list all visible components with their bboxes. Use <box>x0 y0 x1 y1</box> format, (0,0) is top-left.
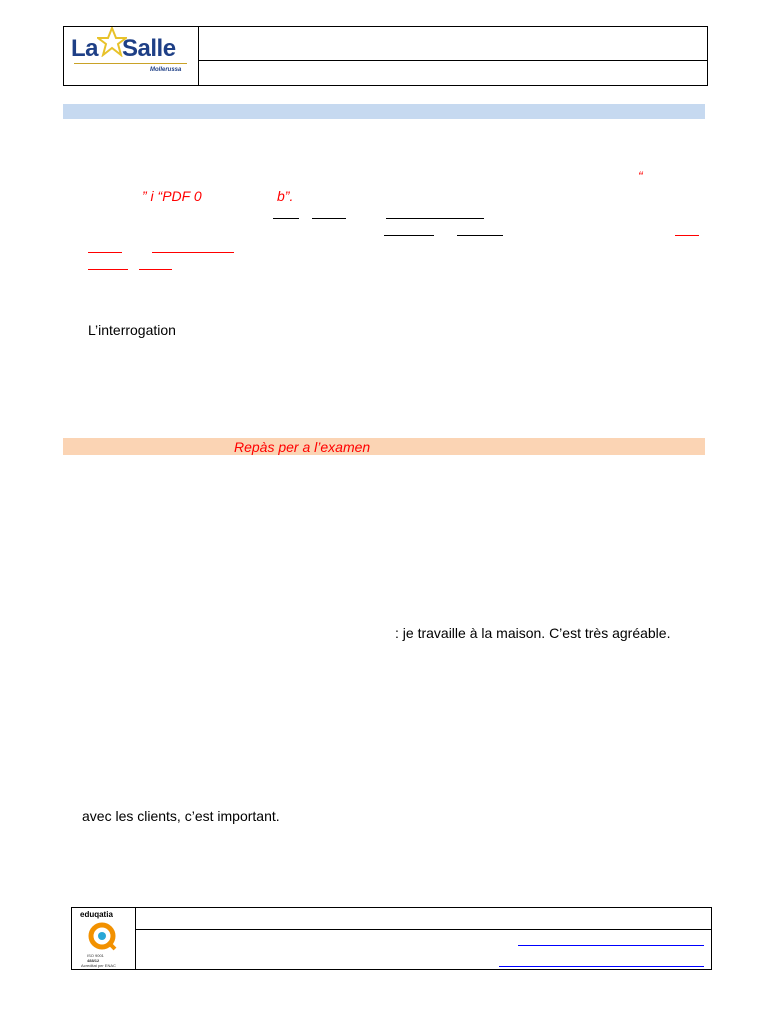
red-blank-underline <box>88 252 122 253</box>
eduqatia-title: eduqatia <box>80 910 113 919</box>
logo-text-salle: Salle <box>122 35 176 62</box>
clients-line: avec les clients, c’est important. <box>82 808 280 824</box>
logo-text-la: La <box>71 35 99 62</box>
document-header <box>63 26 708 86</box>
blank-underline <box>386 218 484 219</box>
quality-q-icon <box>82 922 122 952</box>
iso-line-3: Acreditat per ENAC <box>81 963 116 968</box>
orange-section-band <box>63 438 705 455</box>
interrogation-label: L’interrogation <box>88 322 176 338</box>
iso-line-2: 488/12 <box>87 958 100 963</box>
b-fragment: b”. <box>277 188 294 204</box>
blank-underline <box>457 235 503 236</box>
quote-mark: “ <box>638 168 643 184</box>
blank-underline <box>273 218 299 219</box>
red-blank-underline <box>139 269 172 270</box>
document-footer <box>71 907 712 970</box>
header-row-divider <box>199 60 707 61</box>
footer-link-underline[interactable] <box>518 945 704 946</box>
red-blank-underline <box>675 235 699 236</box>
footer-row-divider <box>136 929 711 930</box>
logo-subtitle: Mollerussa <box>150 67 182 73</box>
red-blank-underline <box>152 252 234 253</box>
travail-line: : je travaille à la maison. C’est très agréable. <box>395 625 671 641</box>
eduqatia-logo <box>72 908 136 969</box>
school-logo <box>64 27 199 85</box>
section-title: Repàs per a l’examen <box>234 439 371 455</box>
blank-underline <box>384 235 434 236</box>
logo-rule <box>74 63 187 64</box>
iso-line-1: ISO 9001 <box>87 953 104 958</box>
blank-underline <box>312 218 346 219</box>
blue-section-band <box>63 104 705 119</box>
footer-link-underline[interactable] <box>499 966 704 967</box>
pdf-fragment: ” i “PDF 0 <box>142 188 202 204</box>
red-blank-underline <box>88 269 128 270</box>
